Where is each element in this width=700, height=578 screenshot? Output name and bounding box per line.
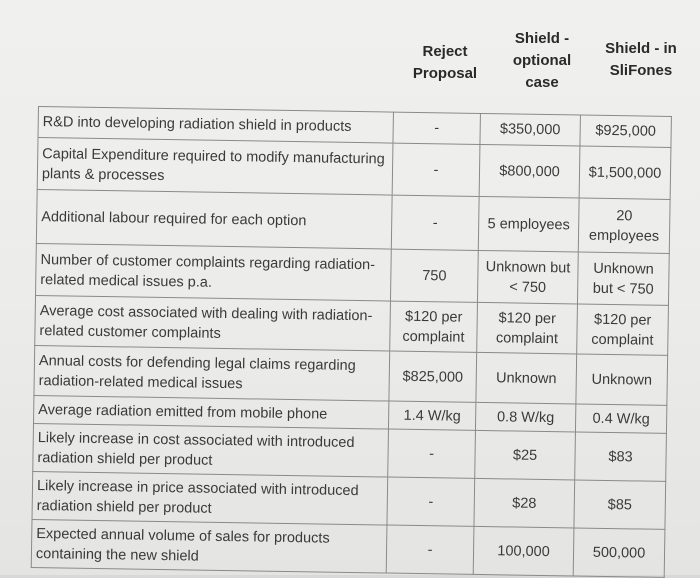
table-row xyxy=(36,189,670,253)
slifones-cell: $925,000 xyxy=(580,115,671,147)
optional-cell: Unknown but < 750 xyxy=(477,250,578,304)
reject-cell: - xyxy=(388,429,476,478)
reject-cell: $825,000 xyxy=(389,351,477,402)
optional-cell: $28 xyxy=(474,478,575,528)
slifones-cell: $120 per complaint xyxy=(577,304,669,355)
header-reject-proposal: Reject Proposal xyxy=(412,43,478,82)
row-label: R&D into developing radiation shield in products xyxy=(38,107,393,144)
reject-cell: - xyxy=(386,525,474,574)
optional-cell: Unknown xyxy=(476,352,577,404)
slifones-cell: $85 xyxy=(574,480,666,529)
slifones-cell: 500,000 xyxy=(573,528,665,577)
comparison-table xyxy=(31,106,672,578)
slifones-cell: 20 employees xyxy=(578,198,670,253)
row-label: Likely increase in price associated with introduced radiation shield per product xyxy=(32,471,388,525)
optional-cell: 0.8 W/kg xyxy=(475,402,575,432)
slifones-cell: $83 xyxy=(575,432,667,481)
slifones-cell: Unknown but < 750 xyxy=(577,252,669,305)
header-shield-optional: Shield - optional case xyxy=(512,30,572,91)
slifones-cell: $1,500,000 xyxy=(579,146,671,199)
header-shield-slifones: Shield - in SliFones xyxy=(605,40,677,79)
row-label: Additional labour required for each option xyxy=(36,189,392,249)
optional-cell: $350,000 xyxy=(480,113,580,146)
row-label: Number of customer complaints regarding radiation-related medical issues p.a. xyxy=(36,243,392,301)
reject-cell: - xyxy=(387,477,475,526)
optional-cell: 5 employees xyxy=(478,196,579,252)
slifones-cell: Unknown xyxy=(576,354,668,405)
reject-cell: - xyxy=(393,112,480,144)
row-label: Expected annual volume of sales for products containing the new shield xyxy=(31,519,387,573)
reject-cell: 750 xyxy=(390,249,478,302)
optional-cell: $25 xyxy=(475,430,576,480)
optional-cell: 100,000 xyxy=(473,526,574,576)
table-row xyxy=(31,519,665,577)
row-label: Capital Expenditure required to modify manufacturing plants & processes xyxy=(37,138,393,196)
reject-cell: $120 per complaint xyxy=(390,301,478,352)
reject-cell: - xyxy=(392,143,480,196)
row-label: Average cost associated with dealing with radiation-related customer complaints xyxy=(35,295,391,351)
row-label: Annual costs for defending legal claims regarding radiation-related medical issues xyxy=(34,345,390,401)
reject-cell: - xyxy=(391,195,479,250)
reject-cell: 1.4 W/kg xyxy=(388,401,475,430)
optional-cell: $800,000 xyxy=(479,144,580,198)
row-label: Average radiation emitted from mobile phone xyxy=(34,395,389,429)
row-label: Likely increase in cost associated with introduced radiation shield per product xyxy=(33,423,389,477)
slifones-cell: 0.4 W/kg xyxy=(575,404,666,433)
optional-cell: $120 per complaint xyxy=(477,302,578,354)
